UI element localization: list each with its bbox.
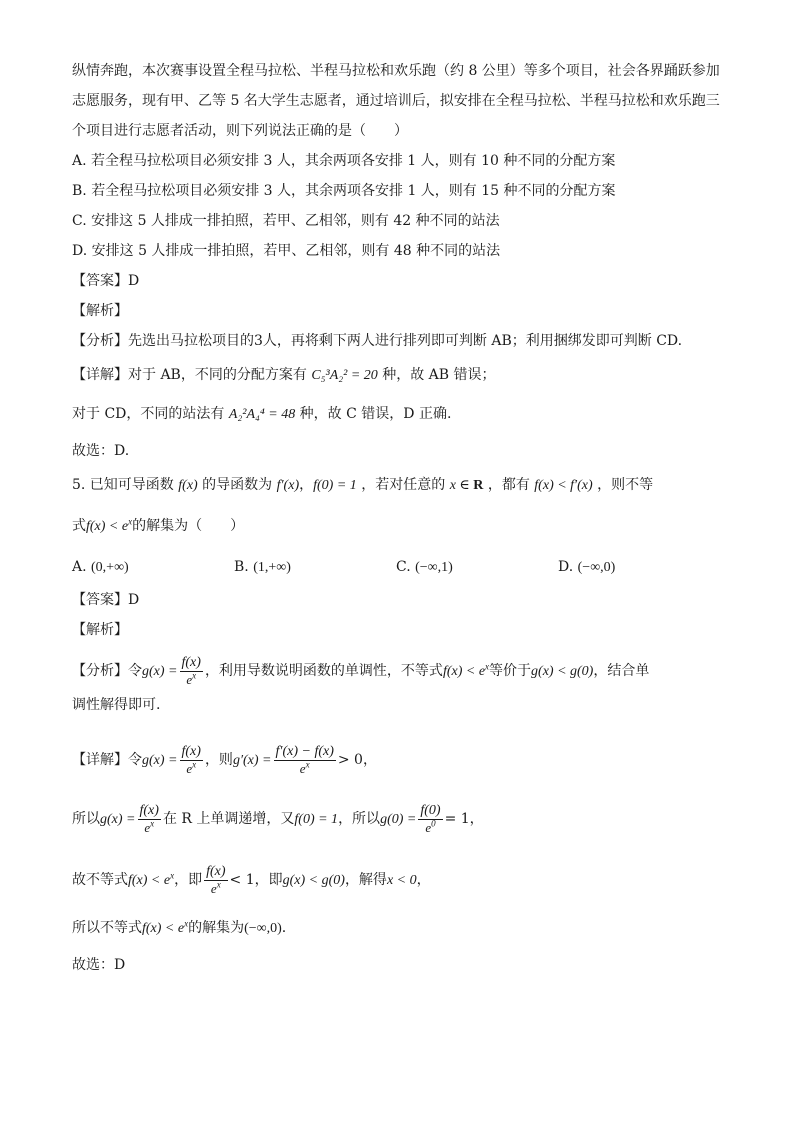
q4-analysis-heading: 【解析】 xyxy=(72,303,128,319)
q4-answer: 【答案】D xyxy=(72,273,140,289)
q4-stem-line2: 志愿服务，现有甲、乙等 5 名大学生志愿者，通过培训后，拟安排在全程马拉松、半程马拉松和欢乐跑三 xyxy=(72,93,720,109)
q5-stem-line2: 式$f(x) < e^x$的解集为（ ） xyxy=(72,516,245,534)
q4-stem-line3: 个项目进行志愿者活动，则下列说法正确的是（ ） xyxy=(72,123,408,139)
q5-answer: 【答案】D xyxy=(72,592,140,608)
q5-so-line: 所以g(x) = $\frac{f(x)}{e^x}$ 在 R 上单调递增，又f(0) = 1，所以g(0) = $\frac{f(0)}{e^0}$ = 1， xyxy=(72,802,484,835)
q5-options xyxy=(72,556,732,579)
q4-fenxi: 【分析】先选出马拉松项目的3人，再将剩下两人进行排列即可判断 AB；利用捆绑发即可判断 CD. xyxy=(72,333,683,349)
q5-result-line: 所以不等式$f(x) < e^x$的解集为(−∞,0). xyxy=(72,918,287,936)
document-page xyxy=(72,60,732,973)
q4-xiangjie: 【详解】对于 AB，不同的分配方案有 C₅³A₂² = 20 种，故 AB 错误； xyxy=(72,367,496,383)
q4-option-d: D. 安排这 5 人排成一排拍照，若甲、乙相邻，则有 48 种不同的站法 xyxy=(72,243,501,259)
q4-arrangement-expr: A₂²A₄⁴ = 48 xyxy=(228,407,296,422)
q5-gu-line: 故不等式$f(x) < e^x$，即 $\frac{f(x)}{e^x}$ < 1，即g(x) < g(0)，解得x < 0， xyxy=(72,863,431,896)
q4-cd: 对于 CD，不同的站法有 A₂²A₄⁴ = 48 种，故 C 错误，D 正确. xyxy=(72,406,452,422)
q5-option-a: A. (0,+∞) xyxy=(72,559,129,575)
q5-fenxi-line1: 【分析】令g(x) = $\frac{f(x)}{e^x}$ ，利用导数说明函数的单调性，不等式$f(x) < e^x$等价于g(x) < g(0)，结合单 xyxy=(72,654,650,687)
q5-analysis-heading: 【解析】 xyxy=(72,622,128,638)
q5-choose: 故选：D xyxy=(72,957,126,973)
q5-option-c: C. (−∞,1) xyxy=(396,559,453,575)
q4-option-a: A. 若全程马拉松项目必须安排 3 人，其余两项各安排 1 人，则有 10 种不同的分配方案 xyxy=(72,153,616,169)
q5-stem-line1: 5. 已知可导函数 f(x) 的导函数为 f′(x)，f(0) = 1 ，若对任意的 x ∈ R ，都有 f(x) < f′(x) ，则不等 xyxy=(72,477,654,493)
q4-combination-expr: C₅³A₂² = 20 xyxy=(311,368,378,383)
q4-option-b: B. 若全程马拉松项目必须安排 3 人，其余两项各安排 1 人，则有 15 种不同的分配方案 xyxy=(72,183,616,199)
q5-fenxi-line2: 调性解得即可. xyxy=(72,697,161,713)
q5-xiangjie-line: 【详解】令g(x) = $\frac{f(x)}{e^x}$ ，则g′(x) = $\frac{f'(x) - f(x)}{e^x}$ > 0， xyxy=(72,743,377,776)
q4-option-c: C. 安排这 5 人排成一排拍照，若甲、乙相邻，则有 42 种不同的站法 xyxy=(72,213,500,229)
q5-option-b: B. (1,+∞) xyxy=(234,559,291,575)
q4-choose: 故选：D. xyxy=(72,443,130,459)
q4-stem-line1: 纵情奔跑，本次赛事设置全程马拉松、半程马拉松和欢乐跑（约 8 公里）等多个项目，社会各界踊跃参加 xyxy=(72,63,720,79)
q5-option-d: D. (−∞,0) xyxy=(558,559,616,575)
